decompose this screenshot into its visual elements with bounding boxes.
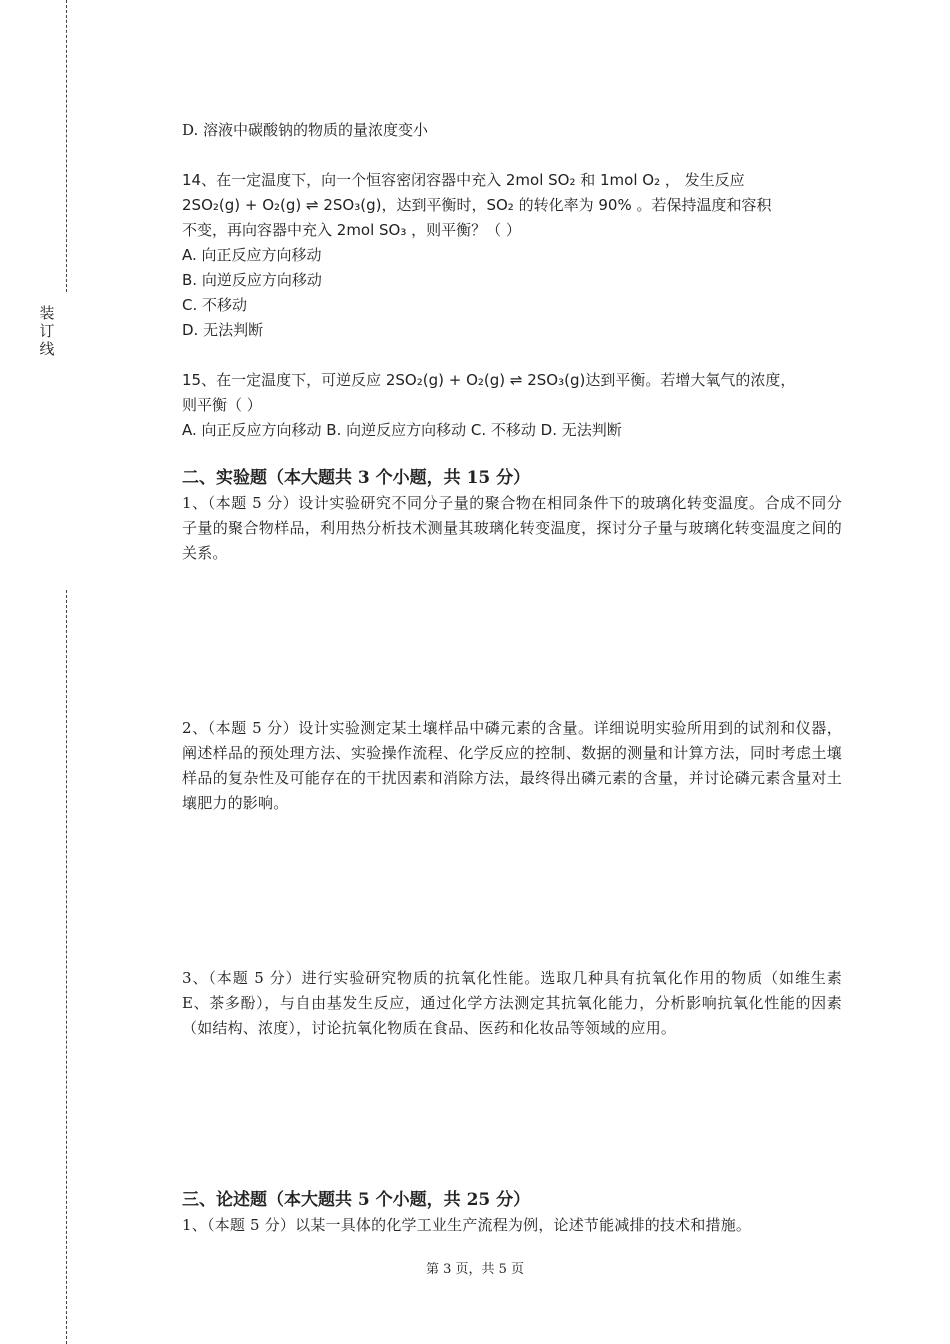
q15-options: A. 向正反应方向移动 B. 向逆反应方向移动 C. 不移动 D. 无法判断 xyxy=(182,421,622,439)
q13-option-d: D. 溶液中碳酸钠的物质的量浓度变小 xyxy=(182,121,429,139)
section2-question-3: 3、（本题 5 分）进行实验研究物质的抗氧化性能。选取几种具有抗氧化作用的物质（如维生素 E、茶多酚），与自由基发生反应，通过化学方法测定其抗氧化能力，分析影响抗氧化性能的因素（如结构、浓度），讨论抗氧化物质在食品、医药和化妆品等领域的应用。 xyxy=(182,969,842,1037)
q14-text-line2: 2SO₂(g) + O₂(g) ⇌ 2SO₃(g)，达到平衡时，SO₂ 的转化率为 90% 。若保持温度和容积 xyxy=(182,196,772,214)
q14-text-line3: 不变，再向容器中充入 2mol SO₃ ，则平衡？（ ） xyxy=(182,221,521,239)
q14-option-b: B. 向逆反应方向移动 xyxy=(182,271,322,289)
binding-label-char: 线 xyxy=(39,340,55,358)
section2-question-2: 2、（本题 5 分）设计实验测定某土壤样品中磷元素的含量。详细说明实验所用到的试剂和仪器，阐述样品的预处理方法、实验操作流程、化学反应的控制、数据的测量和计算方法，同时考虑土壤样品的复杂性及可能存在的干扰因素和消除方法，最终得出磷元素的含量，并讨论磷元素含量对土壤肥力的影响。 xyxy=(182,719,842,812)
section2-title: 二、实验题（本大题共 3 个小题，共 15 分） xyxy=(182,468,531,488)
section3-question-1: 1、（本题 5 分）以某一具体的化学工业生产流程为例，论述节能减排的技术和措施。 xyxy=(182,1216,752,1234)
page-footer: 第 3 页，共 5 页 xyxy=(425,1262,525,1277)
q14-text-line1: 14、在一定温度下，向一个恒容密闭容器中充入 2mol SO₂ 和 1mol O₂ ， 发生反应 xyxy=(182,171,745,189)
section3-title: 三、论述题（本大题共 5 个小题，共 25 分） xyxy=(182,1190,531,1210)
binding-dashed-line-bottom xyxy=(66,590,67,1344)
binding-label xyxy=(36,304,58,358)
binding-label-char: 装 xyxy=(39,304,55,322)
q15-text-line2: 则平衡（ ） xyxy=(182,396,262,414)
q14-option-c: C. 不移动 xyxy=(182,296,248,314)
section2-question-1: 1、（本题 5 分）设计实验研究不同分子量的聚合物在相同条件下的玻璃化转变温度。合成不同分子量的聚合物样品，利用热分析技术测量其玻璃化转变温度，探讨分子量与玻璃化转变温度之间的关系。 xyxy=(182,494,842,562)
q14-option-d: D. 无法判断 xyxy=(182,321,264,339)
q14-option-a: A. 向正反应方向移动 xyxy=(182,246,322,264)
binding-dashed-line-top xyxy=(66,0,67,292)
binding-label-char: 订 xyxy=(39,322,55,340)
q15-text-line1: 15、在一定温度下，可逆反应 2SO₂(g) + O₂(g) ⇌ 2SO₃(g)达到平衡。若增大氧气的浓度， xyxy=(182,371,796,389)
